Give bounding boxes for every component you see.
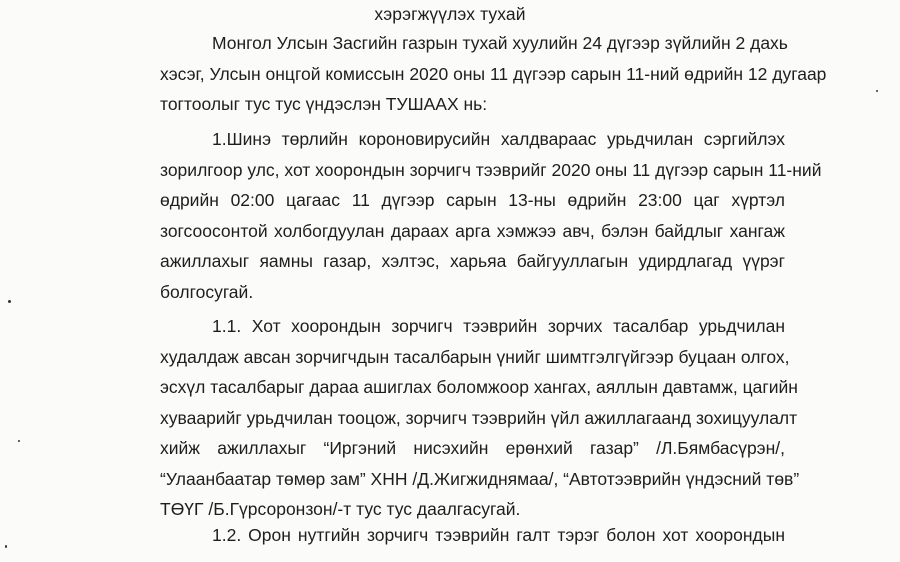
text-line: тогтоолыг тус тус үндэслэн ТУШААХ нь:: [160, 94, 488, 114]
text-line: эсхүл тасалбарыг дараа ашиглах боломжоор хангах, аяллын давтамж, цагийн: [160, 377, 798, 397]
text-line: өдрийн 02:00 цагаас 11 дүгээр сарын 13-ны өдрийн 23:00 цаг хүртэл: [160, 190, 785, 210]
text-line: 1.Шинэ төрлийн короновирусийн халдвараас урьдчилан сэргийлэх: [212, 129, 785, 149]
item-1-2-paragraph: [160, 520, 785, 551]
item-1-1-paragraph: [160, 311, 800, 525]
text-line: болгосугай.: [160, 281, 254, 302]
document-title: хэрэгжүүлэх тухай: [374, 4, 526, 24]
scan-speck: [876, 90, 878, 92]
text-line: Монгол Улсын Засгийн газрын тухай хуулийн 24 дүгээр зүйлийн 2 дахь: [212, 33, 788, 53]
text-line: хуваарийг урьдчилан тооцож, зорчигч тээврийн үйл ажиллагаанд зохицуулалт: [160, 407, 798, 428]
text-line: 1.2. Орон нутгийн зорчигч тээврийн галт тэрэг болон хот хоорондын: [212, 525, 785, 545]
scan-speck: [8, 300, 11, 303]
text-line: худалдаж авсан зорчигчдын тасалбарын үнийг шимтгэлгүйгээр буцаан олгох,: [160, 346, 790, 367]
text-line: ажиллахыг яамны газар, хэлтэс, харьяа байгууллагын удирдлагад үүрэг: [160, 251, 785, 271]
text-line: хэсэг, Улсын онцгой комиссын 2020 оны 11 дүгээр сарын 11-ний өдрийн 12 дугаар: [160, 63, 827, 84]
text-line: ТӨҮГ /Б.Гүрсоронзон/-т тус тус даалгасугай.: [160, 499, 521, 519]
scan-speck: [5, 545, 7, 548]
text-line: хийж ажиллахыг “Иргэний нисэхийн ерөнхий газар” /Л.Бямбасүрэн/,: [160, 438, 785, 458]
item-1-paragraph: [160, 124, 822, 307]
scan-speck: [18, 440, 20, 442]
text-line: зорилгоор улс, хот хоорондын зорчигч тээврийг 2020 оны 11 дүгээр сарын 11-ний: [160, 159, 822, 180]
preamble-paragraph: [160, 28, 827, 120]
text-line: зогсоосонтой холбогдуулан дараах арга хэмжээ авч, бэлэн байдлыг хангаж: [160, 220, 785, 241]
text-line: 1.1. Хот хоорондын зорчигч тээврийн зорчих тасалбар урьдчилан: [212, 316, 785, 336]
text-line: “Улаанбаатар төмөр зам” ХНН /Д.Жигжиднямаа/, “Автотээврийн үндэсний төв”: [160, 468, 800, 489]
